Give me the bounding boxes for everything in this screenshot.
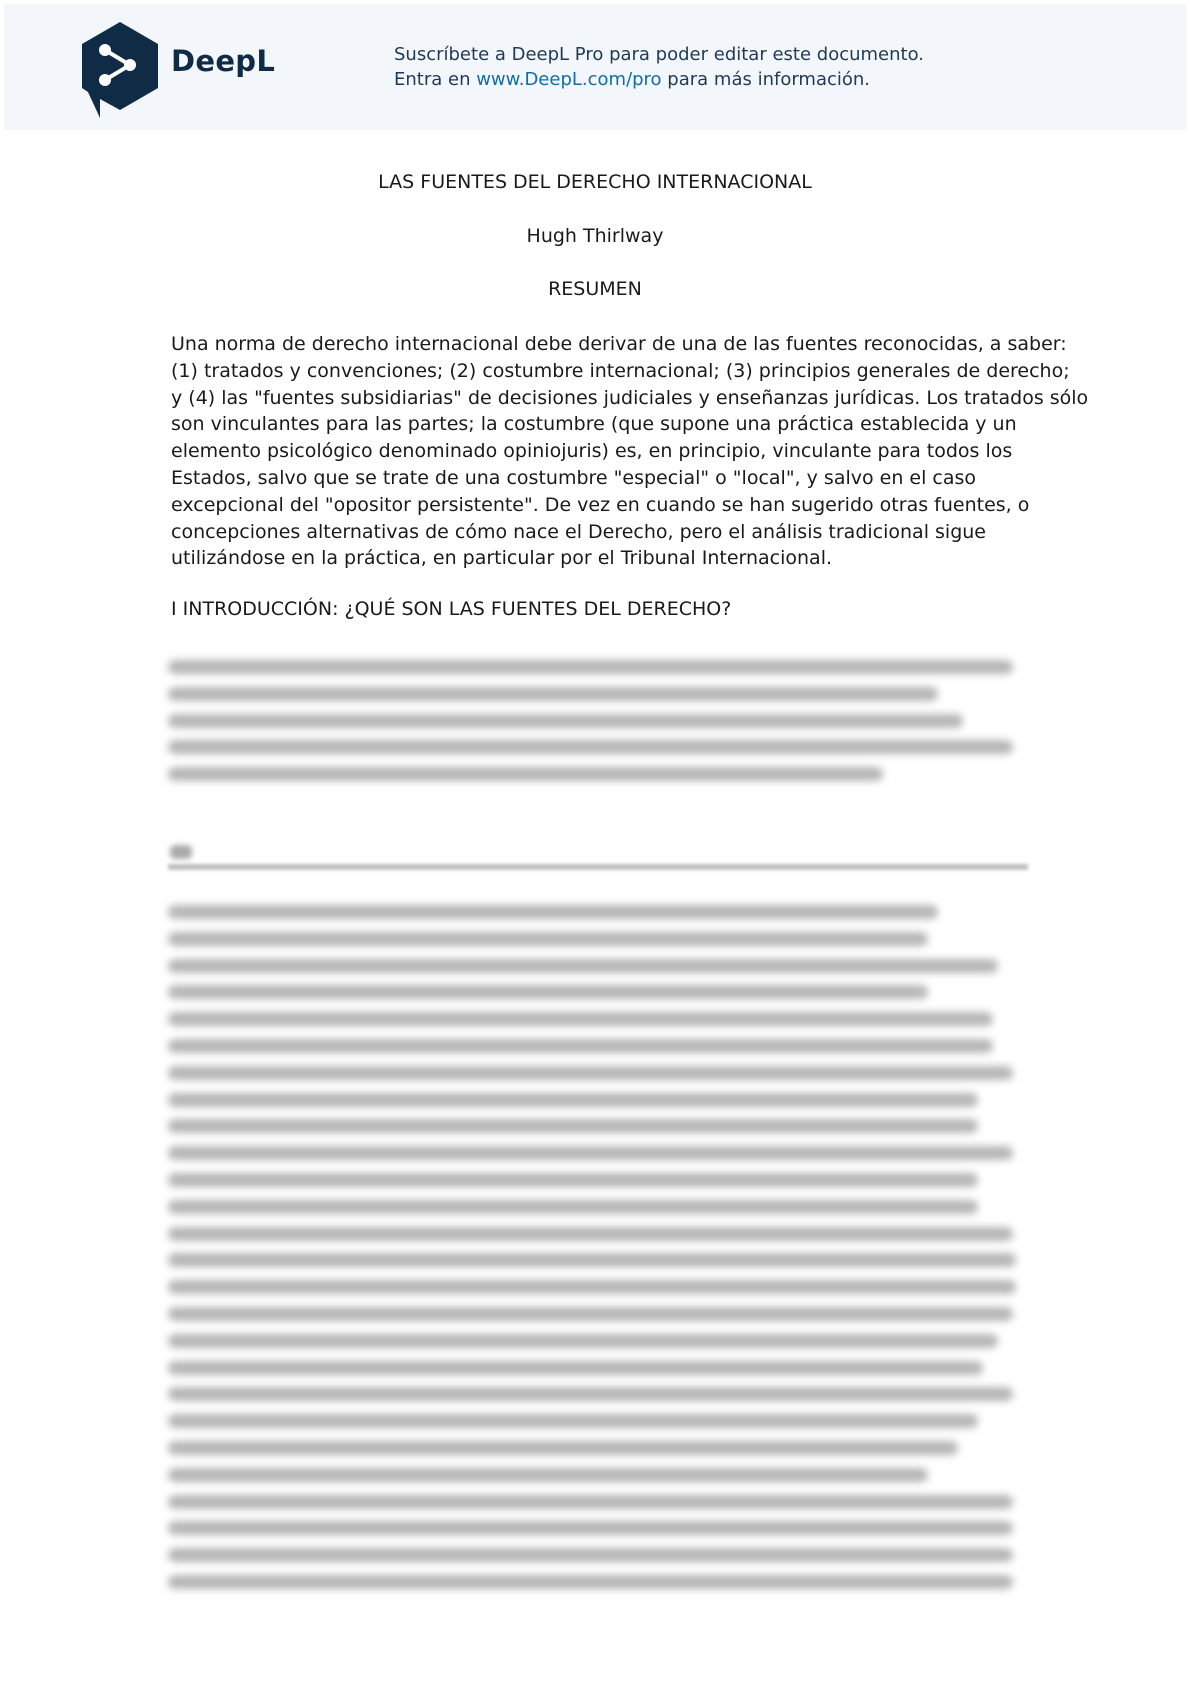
blurred-text-line <box>168 905 938 919</box>
blurred-footnote-marker <box>170 845 192 859</box>
blurred-text-line <box>168 1253 1016 1267</box>
deepl-banner <box>4 4 1186 130</box>
blurred-text-line <box>168 1280 1016 1294</box>
promo-line-1: Suscríbete a DeepL Pro para poder editar este documento. <box>394 44 924 65</box>
blurred-paragraph-1 <box>168 660 1028 785</box>
blurred-text-line <box>168 1387 1013 1401</box>
blurred-text-line <box>168 1227 1013 1241</box>
blurred-text-line <box>168 1146 1013 1160</box>
section-heading: I INTRODUCCIÓN: ¿QUÉ SON LAS FUENTES DEL DERECHO? <box>171 598 732 620</box>
blurred-text-line <box>168 1575 1013 1589</box>
blurred-paragraph-2 <box>168 905 1028 1550</box>
section-label: RESUMEN <box>548 278 642 300</box>
abstract-line: Estados, salvo que se trate de una costumbre "especial" o "local", y salvo en el caso <box>171 466 977 489</box>
blurred-text-line <box>168 985 928 999</box>
brand-name: DeepL <box>171 44 276 78</box>
abstract-line: son vinculantes para las partes; la costumbre (que supone una práctica establecida y un <box>171 413 1017 436</box>
blurred-text-line <box>168 1361 983 1375</box>
blurred-text-line <box>168 932 928 946</box>
deepl-share-icon[interactable] <box>78 20 162 120</box>
promo-message <box>394 42 924 92</box>
abstract-line: utilizándose en la práctica, en particular por el Tribunal Internacional. <box>171 547 833 570</box>
blurred-text-line <box>168 1200 978 1214</box>
blurred-text-line <box>168 1334 998 1348</box>
abstract-paragraph <box>171 331 1089 572</box>
promo-line-2-prefix: Entra en <box>394 69 477 90</box>
promo-line-2 <box>394 67 924 92</box>
blurred-text-line <box>168 1066 1013 1080</box>
blurred-text-line <box>168 714 963 728</box>
abstract-line: (1) tratados y convenciones; (2) costumbre internacional; (3) principios generales de derecho; <box>171 359 1070 382</box>
document-title: LAS FUENTES DEL DERECHO INTERNACIONAL <box>378 171 812 193</box>
blurred-text-line <box>168 1119 978 1133</box>
blurred-text-line <box>168 740 1013 754</box>
blurred-text-line <box>168 1012 993 1026</box>
blurred-text-line <box>168 1548 1013 1562</box>
blurred-text-line <box>168 1468 928 1482</box>
abstract-line: Una norma de derecho internacional debe derivar de una de las fuentes reconocidas, a saber: <box>171 333 1067 355</box>
footnote-divider <box>168 864 1028 870</box>
abstract-line: y (4) las "fuentes subsidiarias" de decisiones judiciales y enseñanzas jurídicas. Los tratados sólo <box>171 386 1089 409</box>
deepl-pro-link[interactable]: www.DeepL.com/pro <box>476 69 662 90</box>
abstract-line: elemento psicológico denominado opiniojuris) es, en principio, vinculante para todos los <box>171 440 1013 463</box>
blurred-text-line <box>168 1414 978 1428</box>
promo-line-2-suffix: para más información. <box>661 69 871 90</box>
document-author: Hugh Thirlway <box>526 225 664 247</box>
blurred-text-line <box>168 1495 1013 1509</box>
blurred-text-line <box>168 1173 978 1187</box>
blurred-text-line <box>168 1521 1013 1535</box>
blurred-text-line <box>168 767 883 781</box>
blurred-text-line <box>168 959 998 973</box>
blurred-text-line <box>168 687 938 701</box>
blurred-text-line <box>168 660 1013 674</box>
blurred-text-line <box>168 1307 1013 1321</box>
blurred-text-line <box>168 1039 993 1053</box>
blurred-text-line <box>168 1093 978 1107</box>
blurred-text-line <box>168 1441 958 1455</box>
abstract-line: excepcional del "opositor persistente". De vez en cuando se han sugerido otras fuentes, o <box>171 493 1030 516</box>
abstract-line: concepciones alternativas de cómo nace el Derecho, pero el análisis tradicional sigue <box>171 520 986 543</box>
